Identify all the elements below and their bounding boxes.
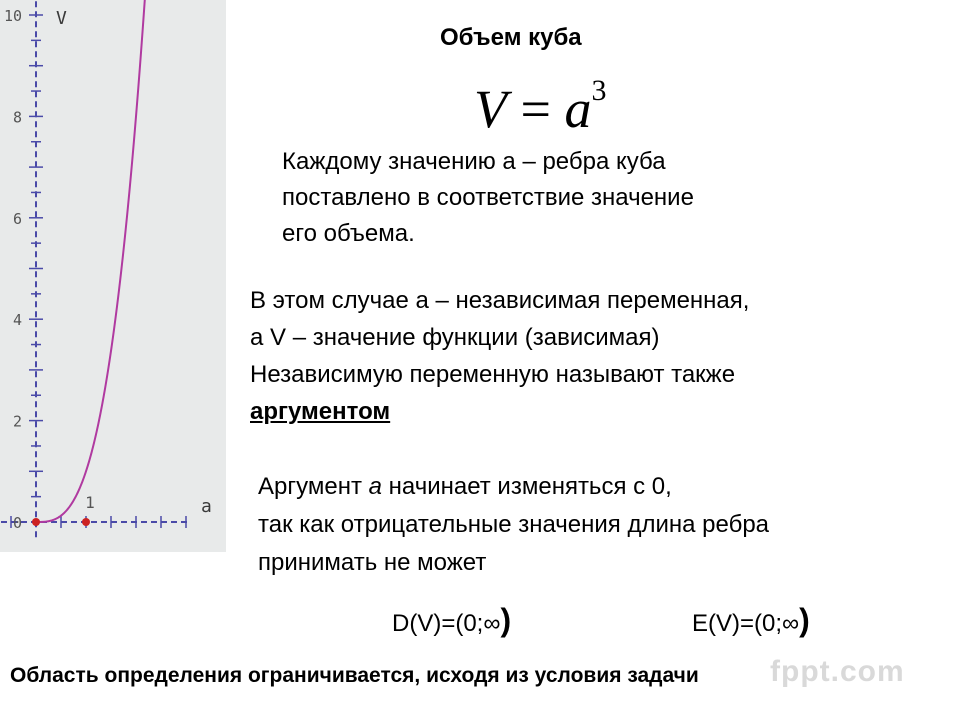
x-tick-label: 1 [85,493,95,512]
range-text: E(V)=(0;∞ [692,610,800,637]
text-line: Независимую переменную называют также [250,361,736,388]
variable-a: а [368,473,382,500]
y-tick-label: 6 [12,209,22,228]
text-line: а V – значение функции (зависимая) [250,324,660,351]
y-axis-label: V [56,8,67,29]
y-tick-label: 4 [12,311,22,330]
volume-formula [474,74,607,139]
formula-exp: 3 [591,74,607,107]
cube-curve-series [36,0,149,522]
argument-paragraph [250,282,749,430]
y-tick-label: 8 [12,108,22,127]
watermark: fppt.com [770,655,905,688]
text-span: начинает изменяться с 0, [381,473,672,500]
text-span: Аргумент [258,473,369,500]
text-line [258,468,769,506]
cube-volume-graph [0,0,226,552]
domain-explanation [258,468,769,582]
domain-paren: ) [500,602,512,638]
x-axis-label: a [201,496,212,517]
data-point [82,518,90,526]
definition-paragraph [282,144,694,252]
text-line: Каждому значению а – ребра куба [282,148,666,175]
y-tick-label: 2 [12,412,22,431]
page-title: Объем куба [440,24,582,51]
domain-of-definition [392,602,511,639]
graph-ticks [4,7,186,532]
data-point [32,518,40,526]
text-line: так как отрицательные значения длина ребра [258,511,770,538]
range-of-values [692,602,810,639]
y-tick-label: 0 [12,514,22,532]
domain-text: D(V)=(0;∞ [392,610,501,637]
formula-base: a [564,79,592,139]
text-line: В этом случае а – независимая переменная, [250,287,750,314]
argument-term: аргументом [250,398,391,425]
y-tick-label: 10 [3,7,22,25]
text-line: поставлено в соответствие значение [282,184,694,211]
formula-eq: = [520,79,551,139]
text-line: принимать не может [258,549,487,576]
footer-note: Область определения ограничивается, исходя из условия задачи [10,664,699,687]
formula-lhs: V [474,79,507,139]
range-paren: ) [799,602,810,638]
text-line: его объема. [282,220,415,247]
